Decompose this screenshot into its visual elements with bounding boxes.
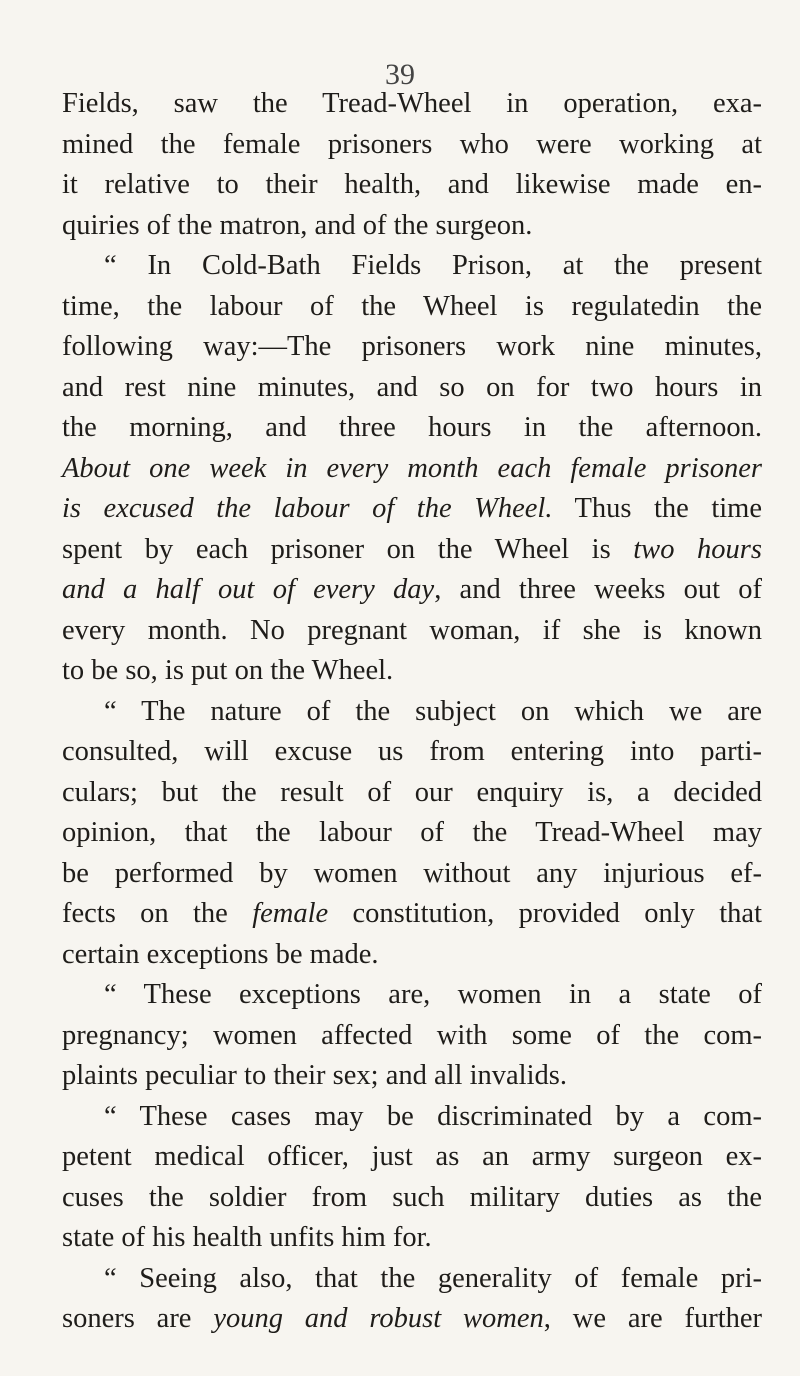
text-segment: certain exceptions be made.	[62, 938, 379, 970]
text-segment: plaints peculiar to their sex; and all invalids.	[62, 1060, 567, 1091]
text-segment: mined the female prisoners who were working at	[62, 128, 762, 160]
italic-segment: About one week in every month each female prisoner	[62, 452, 762, 484]
text-line	[62, 489, 762, 530]
text-segment: spent by each prisoner on the Wheel is	[62, 533, 634, 565]
text-line	[62, 975, 762, 1016]
text-line	[62, 692, 762, 733]
text-segment: cuses the soldier from such military duties as the	[62, 1181, 762, 1213]
text-line	[62, 246, 762, 287]
text-line	[62, 287, 762, 328]
text-segment: Fields, saw the Tread-Wheel in operation, exa-	[62, 88, 762, 119]
text-segment: , and three weeks out of	[434, 574, 762, 605]
text-line	[62, 327, 762, 368]
text-line	[62, 1259, 762, 1300]
italic-segment: two hours	[633, 533, 762, 565]
text-line	[62, 125, 762, 166]
text-segment: “ These exceptions are, women in a state of	[104, 979, 762, 1010]
text-line	[62, 408, 762, 449]
text-segment: it relative to their health, and likewise made en-	[62, 169, 762, 200]
text-line	[62, 165, 762, 206]
text-line	[62, 1137, 762, 1178]
text-line	[62, 1016, 762, 1057]
text-segment: be performed by women without any injurious ef-	[62, 857, 762, 889]
text-line	[62, 449, 762, 490]
text-segment: culars; but the result of our enquiry is, a decided	[62, 776, 762, 808]
body-text	[62, 84, 762, 1340]
text-line	[62, 651, 762, 692]
text-line	[62, 206, 762, 247]
text-line	[62, 611, 762, 652]
text-line	[62, 894, 762, 935]
text-segment: pregnancy; women affected with some of the com-	[62, 1019, 762, 1051]
text-line	[62, 1218, 762, 1259]
text-line	[62, 773, 762, 814]
text-line	[62, 1299, 762, 1340]
text-line	[62, 570, 762, 611]
text-segment: , we are further	[543, 1303, 762, 1334]
text-line	[62, 732, 762, 773]
italic-segment: and a half out of every day	[62, 574, 435, 605]
text-segment: consulted, will excuse us from entering into parti-	[62, 736, 762, 767]
text-line	[62, 84, 762, 125]
text-segment: every month. No pregnant woman, if she is known	[62, 614, 762, 646]
text-segment: quiries of the matron, and of the surgeon.	[62, 209, 533, 241]
text-line	[62, 935, 762, 976]
text-line	[62, 854, 762, 895]
text-segment: the morning, and three hours in the afternoon.	[62, 412, 762, 443]
text-segment: “ Seeing also, that the generality of female pri-	[104, 1262, 762, 1294]
text-segment: soners are	[62, 1303, 214, 1334]
text-segment: fects on the	[62, 898, 253, 929]
text-segment: time, the labour of the Wheel is regulatedin the	[62, 290, 762, 322]
text-segment: “ In Cold-Bath Fields Prison, at the present	[104, 250, 762, 281]
text-segment: and rest nine minutes, and so on for two hours in	[62, 371, 762, 403]
text-segment: Thus the time	[552, 493, 762, 524]
text-line	[62, 530, 762, 571]
text-segment: constitution, provided only that	[328, 898, 762, 929]
text-line	[62, 1097, 762, 1138]
text-segment: “ These cases may be discriminated by a com-	[104, 1100, 762, 1132]
italic-segment: female	[252, 898, 329, 929]
page-number: 39	[385, 58, 415, 91]
italic-segment: is excused the labour of the Wheel.	[62, 493, 553, 524]
text-segment: opinion, that the labour of the Tread-Wheel may	[62, 817, 762, 848]
text-line	[62, 813, 762, 854]
text-segment: petent medical officer, just as an army surgeon ex-	[62, 1141, 762, 1172]
text-line	[62, 368, 762, 409]
text-segment: following way:—The prisoners work nine minutes,	[62, 331, 762, 362]
text-line	[62, 1178, 762, 1219]
text-segment: to be so, is put on the Wheel.	[62, 655, 394, 686]
text-line	[62, 1056, 762, 1097]
text-segment: “ The nature of the subject on which we are	[104, 695, 762, 727]
text-segment: state of his health unfits him for.	[62, 1222, 432, 1253]
italic-segment: young and robust women	[213, 1303, 544, 1334]
